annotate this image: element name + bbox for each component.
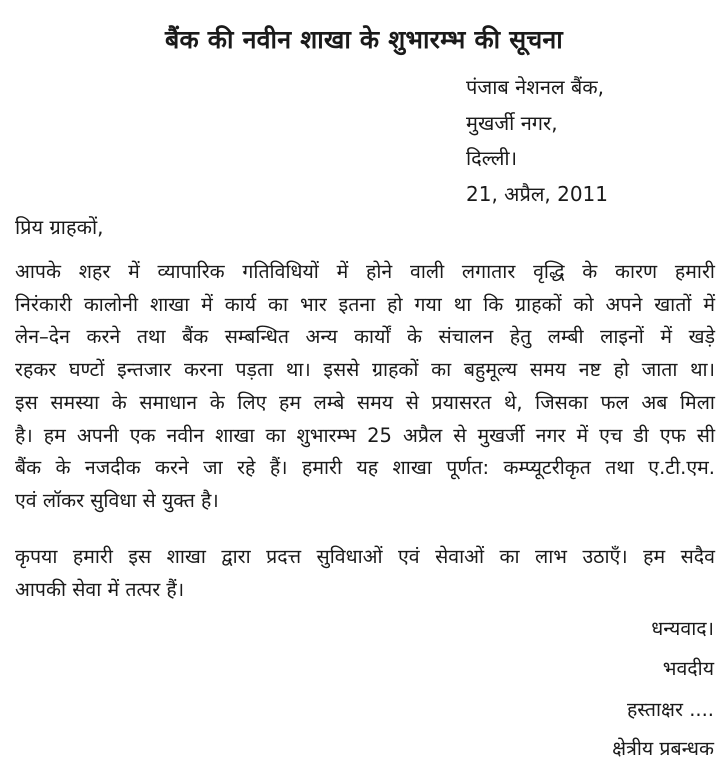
body-paragraph-1 — [15, 256, 715, 518]
address-bank-name: पंजाब नेशनल बैंक, — [466, 75, 605, 99]
body-paragraph-2 — [15, 541, 715, 606]
closing-signature: हस्ताक्षर .... — [626, 698, 714, 721]
paragraph-line: निरंकारी कालोनी शाखा में कार्य का भार इतना हो गया था कि ग्राहकों को अपने खातों में — [15, 292, 715, 316]
paragraph-line: इस समस्या के समाधान के लिए हम लम्बे समय से प्रयासरत थे, जिसका फल अब मिला — [15, 390, 715, 414]
paragraph-line: है। हम अपनी एक नवीन शाखा का शुभारम्भ 25 अप्रैल से मुखर्जी नगर में एच डी एफ सी — [15, 423, 715, 447]
paragraph-line: लेन–देन करने तथा बैंक सम्बन्धित अन्य कार्यों के संचालन हेतु लम्बी लाइनों में खड़े — [15, 325, 715, 349]
letter-title: बैंक की नवीन शाखा के शुभारम्भ की सूचना — [165, 25, 563, 54]
salutation: प्रिय ग्राहकों, — [15, 215, 104, 239]
address-area: मुखर्जी नगर, — [466, 110, 558, 135]
closing-yours: भवदीय — [662, 657, 714, 680]
paragraph-line: आपके शहर में व्यापारिक गतिविधियों में होने वाली लगातार वृद्धि के कारण हमारी — [15, 260, 715, 283]
paragraph-line: कृपया हमारी इस शाखा द्वारा प्रदत्त सुविधाओं एवं सेवाओं का लाभ उठाएँ। हम सदैव — [15, 545, 715, 568]
letter-date: 21, अप्रैल, 2011 — [466, 181, 608, 206]
closing-designation: क्षेत्रीय प्रबन्धक — [612, 737, 714, 760]
paragraph-line: बैंक के नजदीक करने जा रहे हैं। हमारी यह शाखा पूर्णत: कम्प्यूटरीकृत तथा ए.टी.एम. — [15, 456, 715, 480]
paragraph-line: एवं लॉकर सुविधा से युक्त है। — [15, 488, 219, 512]
closing-thanks: धन्यवाद। — [651, 617, 714, 640]
paragraph-line: रहकर घण्टों इन्तजार करना पड़ता था। इससे ग्राहकों का बहुमूल्य समय नष्ट हो जाता था। — [15, 358, 715, 382]
sender-address — [466, 70, 728, 212]
address-city: दिल्ली। — [466, 146, 518, 170]
paragraph-line: आपकी सेवा में तत्पर हैं। — [15, 577, 185, 601]
